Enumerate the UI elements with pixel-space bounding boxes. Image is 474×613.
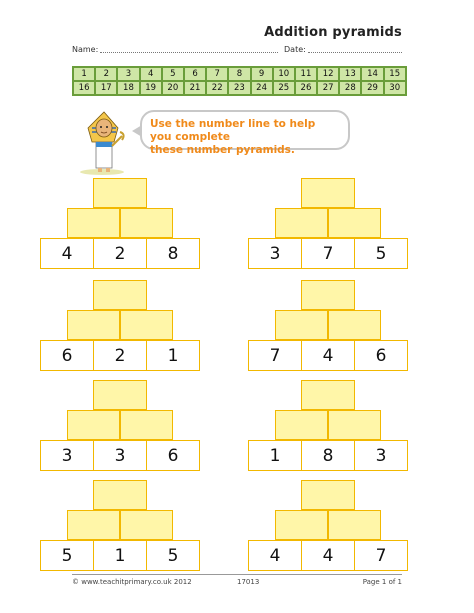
pyramid-middle-box[interactable]: [328, 310, 381, 340]
pyramid-top-box[interactable]: [301, 380, 355, 410]
pyramid-middle-box[interactable]: [67, 310, 120, 340]
number-line-cell: 9: [251, 67, 273, 81]
instruction-bubble: [140, 110, 350, 156]
pyramid-base-box: 7: [301, 238, 355, 269]
pyramid-middle-box[interactable]: [328, 208, 381, 238]
pyramid-base-box: 1: [93, 540, 147, 571]
pyramid-base-box: 6: [146, 440, 200, 471]
name-date-line: [72, 45, 402, 59]
pyramid-middle-box[interactable]: [275, 410, 328, 440]
number-line-cell: 19: [140, 81, 162, 95]
name-label: Name:: [72, 45, 99, 54]
pyramid-top-box[interactable]: [93, 178, 147, 208]
pyramid-base-box: 5: [354, 238, 408, 269]
number-line-cell: 30: [384, 81, 406, 95]
number-pyramid: [40, 280, 200, 372]
number-line-cell: 3: [117, 67, 139, 81]
pyramid-base-box: 8: [146, 238, 200, 269]
number-pyramid: [248, 178, 408, 270]
pyramid-base-box: 3: [354, 440, 408, 471]
pyramid-middle-box[interactable]: [120, 410, 173, 440]
pyramid-middle-box[interactable]: [275, 208, 328, 238]
pyramid-base-box: 3: [93, 440, 147, 471]
page-footer: [72, 574, 402, 586]
number-line-cell: 27: [317, 81, 339, 95]
number-pyramid: [248, 380, 408, 472]
pyramid-base-box: 4: [248, 540, 302, 571]
number-line-cell: 10: [273, 67, 295, 81]
footer-copyright: © www.teachitprimary.co.uk 2012: [72, 578, 192, 586]
pyramid-base-box: 3: [248, 238, 302, 269]
number-line-cell: 4: [140, 67, 162, 81]
pyramid-middle-box[interactable]: [120, 208, 173, 238]
number-line-cell: 13: [339, 67, 361, 81]
number-line-cell: 15: [384, 67, 406, 81]
number-line-cell: 25: [273, 81, 295, 95]
pyramid-middle-box[interactable]: [120, 510, 173, 540]
number-line-cell: 22: [206, 81, 228, 95]
number-line-cell: 20: [162, 81, 184, 95]
number-line-cell: 14: [361, 67, 383, 81]
pyramid-middle-box[interactable]: [67, 208, 120, 238]
pyramid-top-box[interactable]: [301, 280, 355, 310]
number-line: [72, 66, 407, 96]
pyramid-base-box: 3: [40, 440, 94, 471]
number-line-cell: 5: [162, 67, 184, 81]
number-line-cell: 11: [295, 67, 317, 81]
pyramid-middle-box[interactable]: [328, 510, 381, 540]
pyramid-middle-box[interactable]: [328, 410, 381, 440]
pyramid-top-box[interactable]: [93, 280, 147, 310]
number-line-cell: 23: [228, 81, 250, 95]
pyramid-base-box: 4: [301, 540, 355, 571]
pyramid-middle-box[interactable]: [275, 510, 328, 540]
number-line-cell: 16: [73, 81, 95, 95]
pyramid-base-box: 6: [354, 340, 408, 371]
footer-page-number: Page 1 of 1: [362, 578, 402, 586]
pyramid-base-box: 7: [354, 540, 408, 571]
pyramid-middle-box[interactable]: [67, 510, 120, 540]
pyramid-base-box: 4: [40, 238, 94, 269]
date-label: Date:: [284, 45, 306, 54]
number-pyramid: [248, 480, 408, 572]
number-line-cell: 21: [184, 81, 206, 95]
pyramid-top-box[interactable]: [301, 480, 355, 510]
pyramid-base-box: 8: [301, 440, 355, 471]
number-pyramid: [248, 280, 408, 372]
pyramid-top-box[interactable]: [93, 380, 147, 410]
pyramid-base-box: 5: [40, 540, 94, 571]
pyramid-base-box: 1: [248, 440, 302, 471]
number-line-cell: 8: [228, 67, 250, 81]
number-line-cell: 28: [339, 81, 361, 95]
number-pyramid: [40, 178, 200, 270]
pyramid-middle-box[interactable]: [120, 310, 173, 340]
page-title: Addition pyramids: [264, 25, 402, 40]
number-pyramid: [40, 380, 200, 472]
pyramid-middle-box[interactable]: [67, 410, 120, 440]
number-line-cell: 7: [206, 67, 228, 81]
pyramid-top-box[interactable]: [93, 480, 147, 510]
pharaoh-illustration: [74, 106, 134, 176]
number-pyramid: [40, 480, 200, 572]
number-line-cell: 6: [184, 67, 206, 81]
pyramid-base-box: 4: [301, 340, 355, 371]
number-line-cell: 12: [317, 67, 339, 81]
pyramid-top-box[interactable]: [301, 178, 355, 208]
number-line-cell: 18: [117, 81, 139, 95]
pyramid-base-box: 1: [146, 340, 200, 371]
instruction-line-2: these number pyramids.: [150, 144, 295, 156]
footer-code: 17013: [237, 578, 260, 586]
pyramid-base-box: 2: [93, 238, 147, 269]
number-line-cell: 26: [295, 81, 317, 95]
number-line-cell: 17: [95, 81, 117, 95]
number-line-cell: 1: [73, 67, 95, 81]
number-line-cell: 29: [361, 81, 383, 95]
instruction-line-1: Use the number line to help you complete: [150, 118, 316, 143]
pyramid-base-box: 2: [93, 340, 147, 371]
name-field: [100, 52, 278, 53]
pyramid-base-box: 5: [146, 540, 200, 571]
pyramid-middle-box[interactable]: [275, 310, 328, 340]
pyramid-base-box: 7: [248, 340, 302, 371]
pyramid-base-box: 6: [40, 340, 94, 371]
number-line-cell: 2: [95, 67, 117, 81]
number-line-cell: 24: [251, 81, 273, 95]
date-field: [308, 52, 402, 53]
